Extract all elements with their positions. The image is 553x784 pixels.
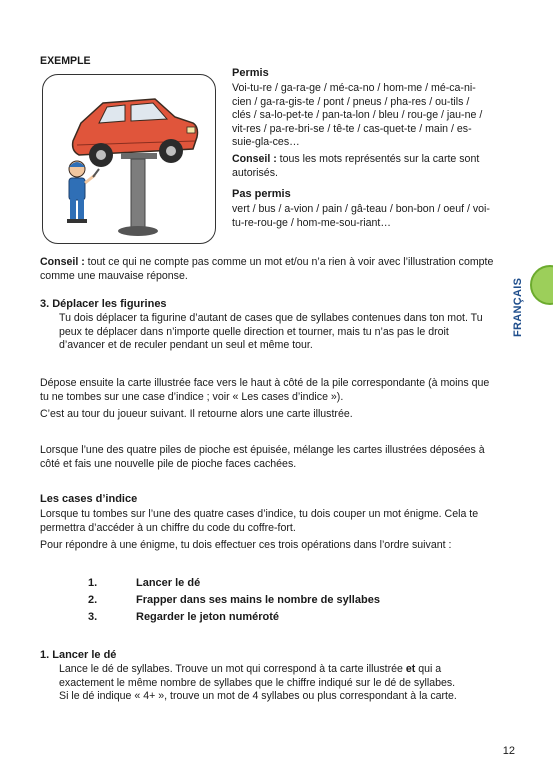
list-item bbox=[88, 594, 380, 611]
language-tab bbox=[512, 255, 528, 345]
section-text-2: Pour répondre à une énigme, tu dois effectuer ces trois opérations dans l’ordre suivant : bbox=[40, 539, 452, 552]
section-text: Lorsque tu tombes sur l’une des quatre cases d’indice, tu dois couper un mot énigme. Cela te permettra d’accéder à un chiffre du code du coffre-fort. bbox=[40, 508, 479, 534]
permis-title: Permis bbox=[232, 67, 269, 79]
section-title: Les cases d’indice bbox=[40, 493, 138, 505]
step-number: 1. bbox=[88, 577, 98, 589]
steps-list bbox=[88, 577, 380, 628]
permis-text: Voi-tu-re / ga-ra-ge / mé-ca-no / hom-me / mé-ca-ni-cien / ga-ra-gis-te / pont / pneus / pha-res / ou-tils / clés / sa-lo-pet-te / pan-ta-lon / bleu / rou-ge / jau-ne / vit-res / pa-re-bri-se / tê-te / cas-quet-te / main / es-suie-gla-ces… bbox=[232, 82, 483, 149]
list-item bbox=[88, 611, 380, 628]
mechanic-car-illustration bbox=[43, 75, 215, 243]
section-text: Tu dois déplacer ta figurine d’autant de cases que de syllabes contenues dans ton mot. Tu peux te déplacer dans n’importe quelle direction et tourner, mais tu n’as pas le droit d’avancer et de reculer pendant un seul et même tour. bbox=[59, 312, 483, 352]
section-clue-squares bbox=[40, 493, 495, 553]
paragraph-deposit-card: Dépose ensuite la carte illustrée face vers le haut à côté de la pile correspondante (à moins que tu ne tombes sur une case d’indice ; voir « Les cases d’indice »). bbox=[40, 377, 490, 403]
paragraph-next-player: C’est au tour du joueur suivant. Il retourne alors une carte illustrée. bbox=[40, 408, 353, 420]
step-number: 3. bbox=[88, 611, 98, 623]
step-label: Regarder le jeton numéroté bbox=[136, 611, 280, 623]
section-title: 3. Déplacer les figurines bbox=[40, 298, 167, 310]
step-label: Lancer le dé bbox=[136, 577, 201, 589]
example-heading: EXEMPLE bbox=[40, 55, 91, 67]
paragraph-pile-exhausted: Lorsque l’une des quatre piles de pioche est épuisée, mélange les cartes illustrées déposées à côté et fais une nouvelle pile de pioche faces cachées. bbox=[40, 444, 485, 470]
eco-badge-icon bbox=[530, 265, 553, 305]
text-emphasis: et bbox=[405, 663, 416, 675]
conseil-paragraph bbox=[40, 256, 495, 283]
conseil-text: tout ce qui ne compte pas comme un mot et/ou n’a rien à voir avec l’illustration compte comme une mauvaise réponse. bbox=[40, 256, 494, 282]
language-label: FRANÇAIS bbox=[512, 277, 524, 337]
text-part-a: Lance le dé de syllabes. Trouve un mot qui correspond à ta carte illustrée bbox=[59, 663, 406, 675]
section-text-2: Si le dé indique « 4+ », trouve un mot de 4 syllabes ou plus correspondant à la carte. bbox=[59, 690, 457, 703]
step-label: Frapper dans ses mains le nombre de syllabes bbox=[136, 594, 380, 606]
conseil-label: Conseil : bbox=[40, 256, 85, 268]
pas-permis-title: Pas permis bbox=[232, 188, 291, 201]
step-number: 2. bbox=[88, 594, 98, 606]
text-part-b: qui a exactement le même nombre de syllabes que le chiffre indiqué sur le dé de syllabes. bbox=[59, 663, 456, 689]
section-move-figurines bbox=[40, 298, 495, 353]
section-title: 1. Lancer le dé bbox=[40, 649, 117, 661]
pas-permis-text: vert / bus / a-vion / pain / gâ-teau / bon-bon / oeuf / voi-tu-re-rou-ge / hom-me-sou-riant… bbox=[232, 203, 490, 229]
page-number: 12 bbox=[502, 745, 515, 757]
conseil-text: tous les mots représentés sur la carte sont autorisés. bbox=[232, 152, 480, 179]
section-roll-die bbox=[40, 649, 495, 704]
section-text bbox=[40, 663, 495, 690]
conseil-label: Conseil : bbox=[232, 152, 277, 165]
conseil-note bbox=[232, 153, 490, 180]
illustration-card bbox=[42, 74, 216, 244]
permis-block bbox=[232, 67, 490, 230]
list-item bbox=[88, 577, 380, 594]
